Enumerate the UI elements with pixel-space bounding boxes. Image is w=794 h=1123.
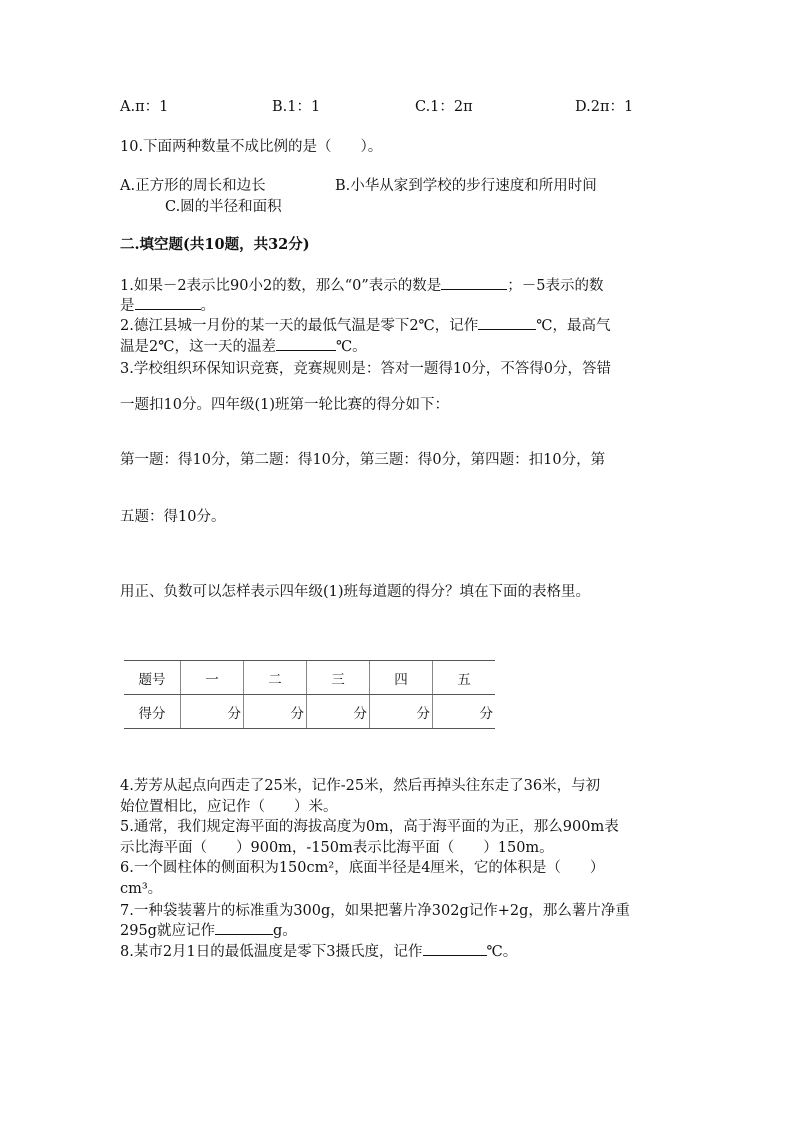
fill-1-text-d: 。 [200, 298, 215, 314]
fill-1-blank-2[interactable] [135, 297, 201, 310]
fill-8-text-a: 8.某市2月1日的最低温度是零下3摄氏度，记作 [120, 944, 423, 960]
fill-3-line-1: 3.学校组织环保知识竞赛，竞赛规则是：答对一题得10分，不答得0分，答错 [120, 361, 612, 377]
q10-option-c: C.圆的半径和面积 [165, 199, 282, 215]
fill-3-line-2: 一题扣10分。四年级(1)班第一轮比赛的得分如下： [120, 397, 449, 413]
fill-2-line-1 [120, 317, 611, 335]
fill-1-text-a: 1.如果－2表示比90小2的数，那么“0”表示的数是 [120, 278, 442, 294]
fill-4-line-1: 4.芳芳从起点向西走了25米，记作-25米，然后再掉头往东走了36米，与初 [120, 778, 601, 794]
q9-option-c: C.1：2π [415, 99, 473, 115]
table-header-cell: 三 [307, 661, 370, 695]
fill-7-line-2 [120, 922, 297, 940]
table-header-cell: 一 [181, 661, 244, 695]
table-header-cell: 二 [244, 661, 307, 695]
q9-option-b: B.1：1 [272, 99, 321, 115]
table-header-label: 题号 [124, 661, 181, 695]
fill-2-line-2 [120, 338, 367, 356]
fill-7-blank[interactable] [215, 922, 273, 935]
fill-7-line-1: 7.一种袋装薯片的标准重为300g，如果把薯片净302g记作+2g，那么薯片净重 [120, 903, 630, 919]
fill-2-text-d: ℃。 [335, 339, 367, 355]
fill-6-line-1: 6.一个圆柱体的侧面积为150cm²，底面半径是4厘米，它的体积是（ ） [120, 860, 605, 876]
fill-2-text-a: 2.德江县城一月份的某一天的最低气温是零下2℃，记作 [120, 318, 479, 334]
fill-3-line-4: 五题：得10分。 [120, 509, 226, 525]
fill-1-text-b: ；－5表示的数 [507, 278, 604, 294]
fill-5-line-2: 示比海平面（ ）900m，-150m表示比海平面（ ）150m。 [120, 840, 554, 856]
fill-2-text-b: ℃，最高气 [536, 318, 611, 334]
q10-option-b: B.小华从家到学校的步行速度和所用时间 [335, 178, 597, 194]
q10-option-a: A.正方形的周长和边长 [120, 178, 266, 194]
q9-option-d: D.2π：1 [575, 99, 634, 115]
q9-option-a: A.π：1 [120, 99, 169, 115]
table-header-cell: 五 [433, 661, 496, 695]
fill-1-line-2 [120, 297, 215, 315]
section-title: 二.填空题(共10题，共32分) [120, 236, 310, 253]
score-cell[interactable]: 分 [181, 695, 244, 729]
fill-8-text-b: ℃。 [486, 944, 518, 960]
score-cell[interactable]: 分 [370, 695, 433, 729]
table-score-row [124, 695, 495, 729]
fill-4-line-2: 始位置相比，应记作（ ）米。 [120, 799, 338, 815]
fill-2-blank-2[interactable] [276, 338, 336, 351]
fill-7-text-b: g。 [272, 923, 297, 939]
score-cell[interactable]: 分 [307, 695, 370, 729]
score-table [124, 660, 495, 729]
score-cell[interactable]: 分 [433, 695, 496, 729]
table-header-cell: 四 [370, 661, 433, 695]
fill-8-blank[interactable] [423, 943, 487, 956]
fill-2-text-c: 温是2℃，这一天的温差 [120, 339, 276, 355]
fill-3-line-5: 用正、负数可以怎样表示四年级(1)班每道题的得分？填在下面的表格里。 [120, 584, 591, 600]
fill-3-line-3: 第一题：得10分，第二题：得10分，第三题：得0分，第四题：扣10分，第 [120, 452, 606, 468]
fill-7-text-a: 295g就应记作 [120, 923, 215, 939]
fill-1-blank-1[interactable] [441, 277, 507, 290]
q10-question: 10.下面两种数量不成比例的是（ ）。 [120, 139, 383, 155]
fill-5-line-1: 5.通常，我们规定海平面的海拔高度为0m，高于海平面的为正，那么900m表 [120, 819, 619, 835]
table-header-row [124, 661, 495, 695]
fill-6-line-2: cm³。 [120, 881, 163, 897]
table-row-label: 得分 [124, 695, 181, 729]
fill-1-line-1 [120, 277, 604, 295]
score-cell[interactable]: 分 [244, 695, 307, 729]
fill-2-blank-1[interactable] [478, 317, 536, 330]
fill-1-text-c: 是 [120, 298, 135, 314]
fill-8-line-1 [120, 943, 517, 961]
